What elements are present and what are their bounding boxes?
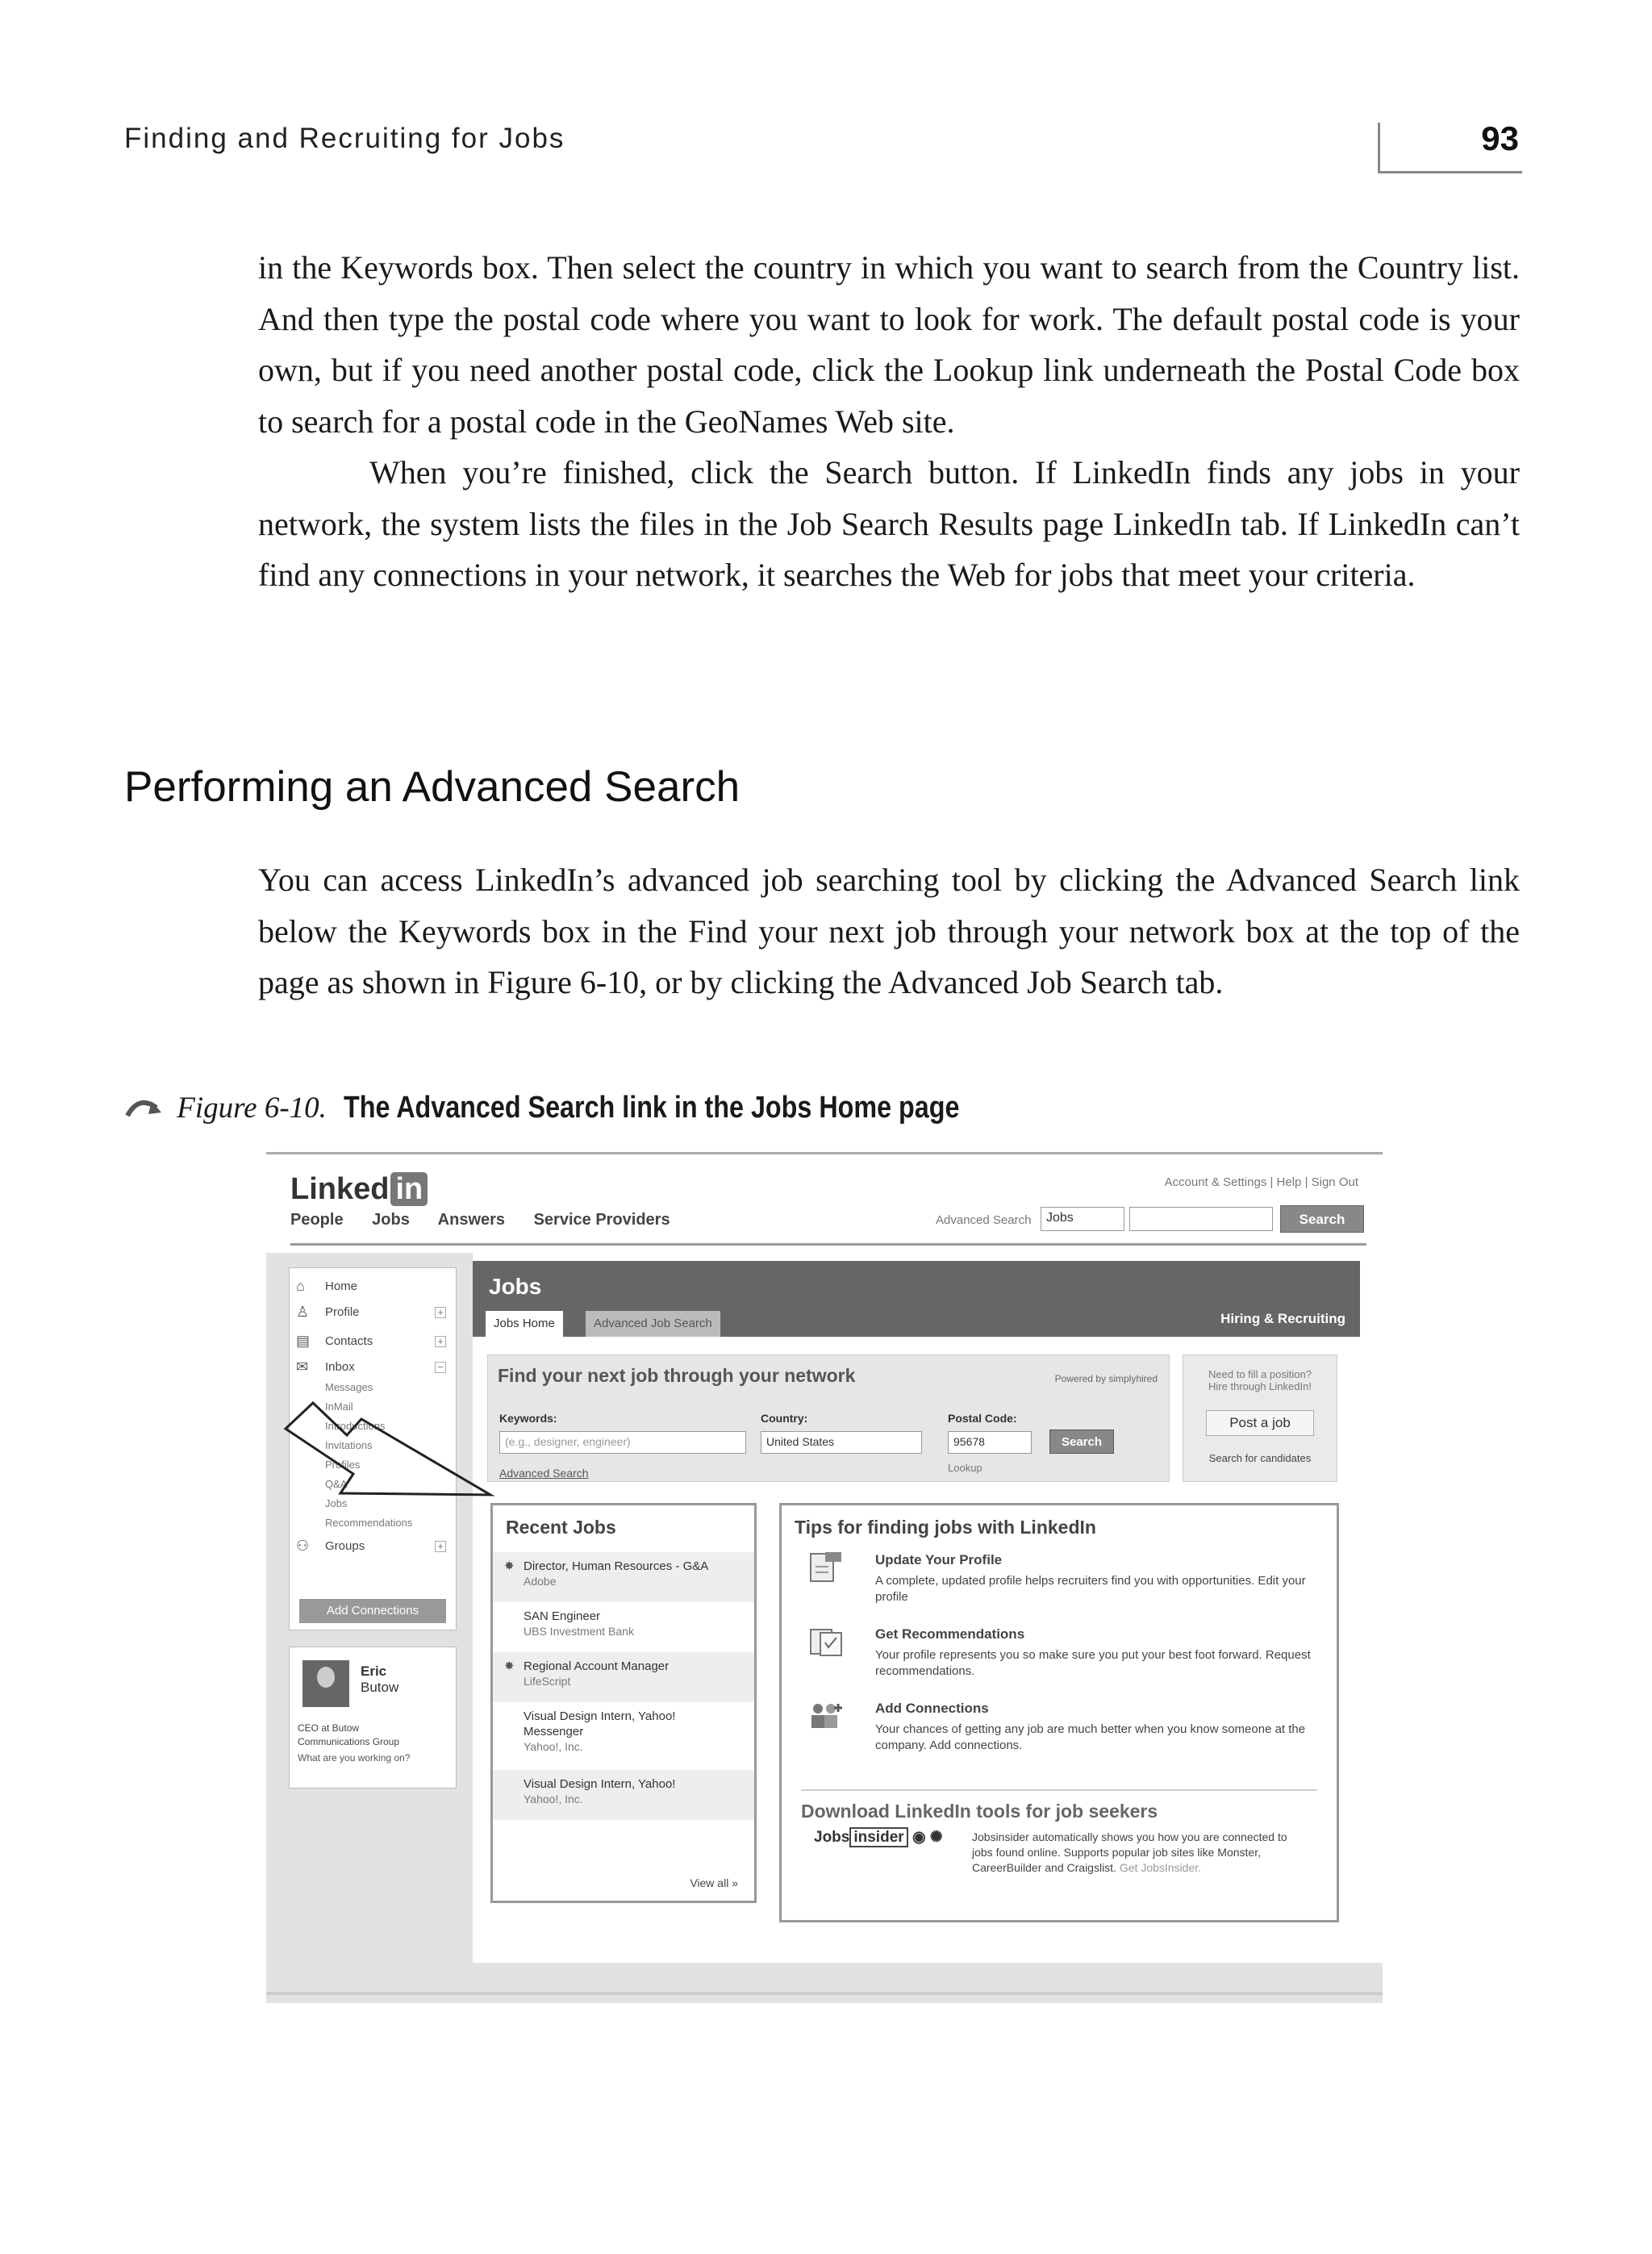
main-nav (290, 1211, 695, 1229)
nav-people[interactable]: People (290, 1211, 344, 1229)
figure-arrow-icon (124, 1093, 165, 1121)
find-job-search-button[interactable]: Search (1049, 1430, 1114, 1454)
collapse-icon[interactable]: − (435, 1362, 446, 1373)
add-connections-icon (809, 1699, 843, 1731)
screenshot-bottom-border (266, 1992, 1383, 1995)
sidebar-item-groups[interactable]: Groups (325, 1539, 365, 1553)
profile-card (289, 1647, 457, 1789)
paragraph: You can access LinkedIn’s advanced job searching tool by clicking the Advanced Search link below the Keywords box in the Find your next job through your network box at the top of the page as shown in Figure 6-10, or by clicking the Advanced Job Search tab. (258, 862, 1520, 1000)
country-label: Country: (761, 1412, 808, 1425)
jobs-header (473, 1261, 1360, 1337)
profile-name[interactable]: Eric Butow (361, 1663, 399, 1695)
postal-code-input[interactable]: 95678 (948, 1431, 1032, 1454)
star-icon: ✸ (504, 1559, 515, 1573)
fill-position-text: Need to fill a position? (1208, 1368, 1312, 1380)
inbox-icon: ✉ (296, 1359, 309, 1375)
star-icon: ✸ (504, 1659, 515, 1673)
sidebar-item-contacts[interactable]: Contacts (325, 1334, 373, 1348)
tip-text: Your chances of getting any job are much better when you know someone at the company. Add connections. (875, 1722, 1306, 1752)
running-head: Finding and Recruiting for Jobs (124, 123, 565, 154)
groups-icon: ⚇ (296, 1538, 310, 1554)
paragraph: When you’re finished, click the Search button. If LinkedIn finds any jobs in your network, the system lists the files in the Job Search Results page LinkedIn tab. If LinkedIn can’t find any connections in your network, it searches the Web for jobs that meet your criteria. (258, 454, 1520, 593)
list-item[interactable]: ✸ Regional Account Manager LifeScript (493, 1652, 754, 1702)
person-icon: ♙ (296, 1304, 310, 1320)
profile-document-icon (809, 1551, 843, 1583)
nav-answers[interactable]: Answers (437, 1211, 506, 1229)
home-icon: ⌂ (296, 1278, 305, 1294)
list-item[interactable]: Visual Design Intern, Yahoo! Messenger Yahoo!, Inc. (524, 1709, 676, 1753)
figure-label: Figure 6-10. (177, 1092, 327, 1125)
tab-jobs-home[interactable]: Jobs Home (486, 1311, 563, 1337)
hire-through-text: Hire through LinkedIn! (1208, 1380, 1312, 1392)
country-select[interactable]: United States (761, 1431, 922, 1454)
top-advanced-search-link[interactable]: Advanced Search (936, 1213, 1032, 1227)
keywords-label: Keywords: (499, 1412, 557, 1425)
tip-heading[interactable]: Get Recommendations (875, 1626, 1025, 1642)
powered-by: Powered by simplyhired (1054, 1373, 1158, 1384)
page-number-box (1378, 119, 1522, 173)
list-item[interactable]: SAN Engineer UBS Investment Bank (524, 1609, 634, 1638)
top-search-button[interactable]: Search (1280, 1205, 1364, 1233)
tab-advanced-job-search[interactable]: Advanced Job Search (586, 1311, 720, 1337)
nav-divider (290, 1243, 1366, 1246)
top-search-input[interactable] (1129, 1207, 1273, 1231)
list-item[interactable]: Visual Design Intern, Yahoo! Yahoo!, Inc. (493, 1770, 754, 1820)
browser-icon: ◉ ✺ (912, 1829, 943, 1846)
page-number: 93 (1481, 119, 1519, 157)
search-candidates-link[interactable]: Search for candidates (1208, 1452, 1312, 1464)
download-tools-title: Download LinkedIn tools for job seekers (801, 1801, 1158, 1822)
advanced-search-link[interactable]: Advanced Search (499, 1467, 589, 1480)
sidebar-sub-jobs[interactable]: Jobs (325, 1497, 348, 1509)
avatar[interactable] (302, 1660, 349, 1707)
sidebar-sub-inmail[interactable]: InMail (325, 1400, 353, 1413)
main-content (473, 1253, 1383, 1963)
nav-jobs[interactable]: Jobs (372, 1211, 410, 1229)
lookup-link[interactable]: Lookup (948, 1462, 982, 1474)
body-block-1 (258, 242, 1520, 601)
sidebar-item-inbox[interactable]: Inbox (325, 1360, 355, 1374)
page-title: Jobs (489, 1274, 542, 1299)
expand-icon[interactable]: + (435, 1541, 446, 1552)
recent-jobs-panel (490, 1503, 757, 1903)
linkedin-screenshot (266, 1152, 1383, 2003)
keywords-input[interactable]: (e.g., designer, engineer) (499, 1431, 746, 1454)
view-all-link[interactable]: View all » (690, 1876, 738, 1889)
find-job-title: Find your next job through your network (498, 1365, 856, 1386)
sidebar-sub-invitations[interactable]: Invitations (325, 1439, 373, 1451)
figure-title: The Advanced Search link in the Jobs Home page (344, 1091, 960, 1125)
tip-text: Your profile represents you so make sure you put your best foot forward. Request recommendations. (875, 1648, 1311, 1678)
sidebar-item-profile[interactable]: Profile (325, 1305, 360, 1319)
tips-panel (779, 1503, 1339, 1922)
postal-code-label: Postal Code: (948, 1412, 1017, 1425)
sidebar-sub-recommendations[interactable]: Recommendations (325, 1517, 413, 1529)
jobsinsider-logo[interactable]: Jobs insider ◉ ✺ (814, 1829, 943, 1846)
contacts-icon: ▤ (296, 1333, 311, 1349)
add-connections-button[interactable]: Add Connections (299, 1599, 446, 1623)
expand-icon[interactable]: + (435, 1307, 446, 1318)
find-job-box (487, 1354, 1170, 1482)
tips-title: Tips for finding jobs with LinkedIn (795, 1517, 1096, 1538)
profile-title: CEO at Butow Communications Group (298, 1722, 400, 1747)
hiring-recruiting-link[interactable]: Hiring & Recruiting (1220, 1311, 1345, 1326)
get-jobsinsider-link[interactable]: Get JobsInsider. (1119, 1861, 1202, 1874)
account-links[interactable]: Account & Settings | Help | Sign Out (1164, 1175, 1358, 1189)
fill-position-box (1183, 1354, 1337, 1482)
sidebar-sub-qa[interactable]: Q&A (325, 1478, 348, 1490)
jobsinsider-description: Jobsinsider automatically shows you how you are connected to jobs found online. Supports popular job sites like Monster, CareerBuilder and Craigslist. Get JobsInsider. (972, 1830, 1287, 1874)
linkedin-logo[interactable]: Linked in (290, 1172, 428, 1207)
section-heading: Performing an Advanced Search (124, 763, 740, 811)
figure-caption (124, 1091, 1068, 1125)
sidebar-sub-messages[interactable]: Messages (325, 1381, 373, 1393)
recent-jobs-title: Recent Jobs (506, 1517, 616, 1538)
callout-arrow (266, 1364, 540, 1509)
post-job-button[interactable]: Post a job (1206, 1410, 1314, 1436)
list-item[interactable]: ✸ Director, Human Resources - G&A Adobe (493, 1552, 754, 1602)
nav-service-providers[interactable]: Service Providers (533, 1211, 670, 1229)
tips-divider (801, 1789, 1317, 1791)
body-block-2 (258, 854, 1520, 1008)
tip-heading[interactable]: Add Connections (875, 1701, 989, 1716)
search-type-select[interactable]: Jobs (1041, 1207, 1124, 1231)
status-prompt[interactable]: What are you working on? (298, 1752, 411, 1764)
paragraph: in the Keywords box. Then select the country in which you want to search from the Country list. And then type the postal code where you want to look for work. The default postal code is your own, but if you need another postal code, click the Lookup link underneath the Postal Code box to search for a postal code in the GeoNames Web site. (258, 249, 1520, 440)
expand-icon[interactable]: + (435, 1336, 446, 1347)
recommendation-icon (809, 1625, 843, 1657)
sidebar-sub-profiles[interactable]: Profiles (325, 1459, 361, 1471)
sidebar-sub-introductions[interactable]: Introductions (325, 1420, 386, 1432)
sidebar-item-home[interactable]: Home (325, 1279, 358, 1293)
tip-text: A complete, updated profile helps recruiters find you with opportunities. Edit your profile (875, 1574, 1306, 1604)
tip-heading[interactable]: Update Your Profile (875, 1552, 1003, 1567)
